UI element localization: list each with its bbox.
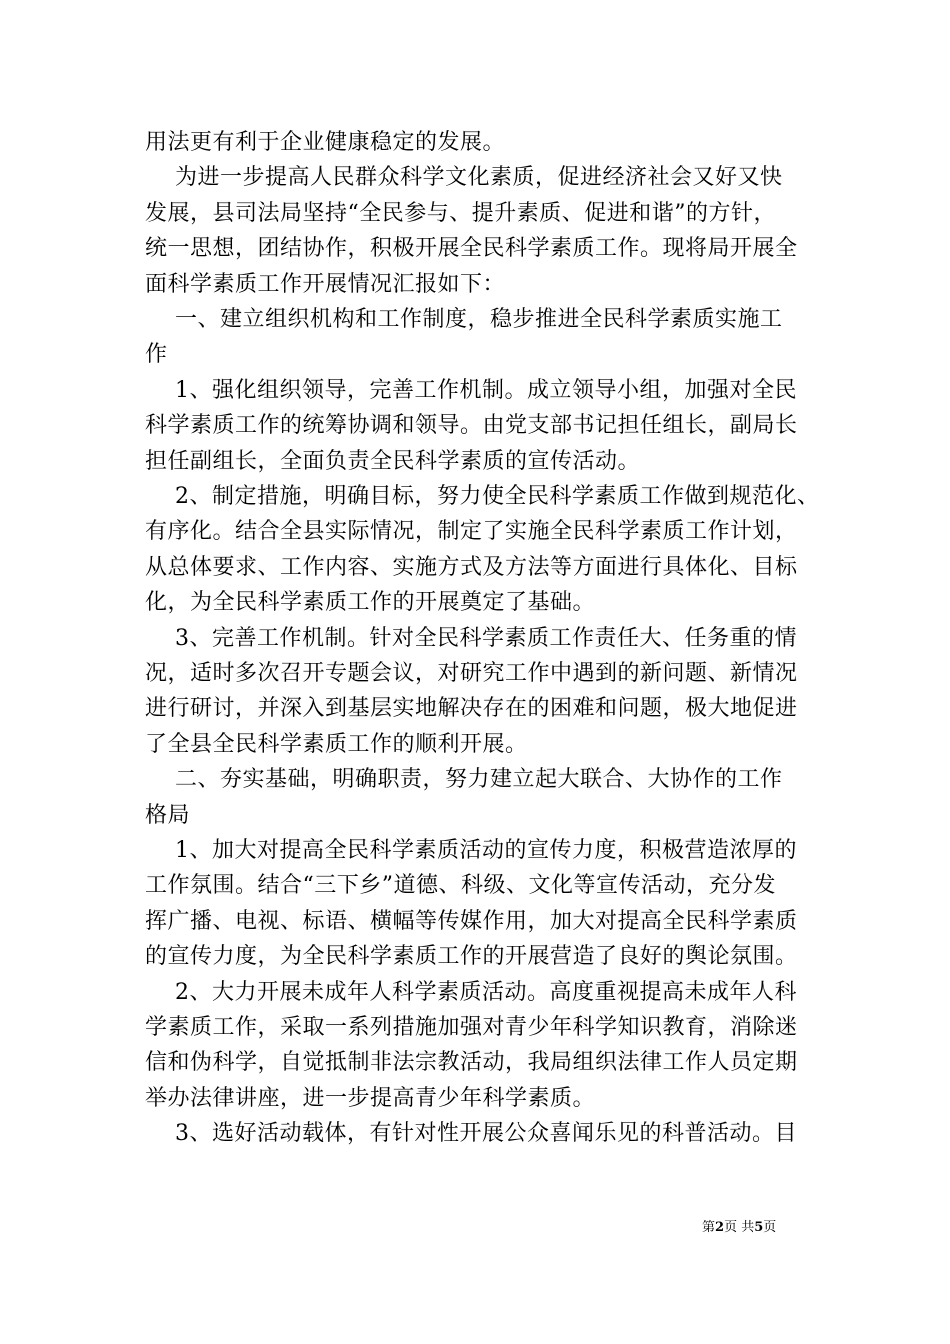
text-line: 3、选好活动载体，有针对性开展公众喜闻乐见的科普活动。目	[145, 1121, 797, 1147]
text-line: 进行研讨，并深入到基层实地解决存在的困难和问题，极大地促进	[145, 696, 798, 722]
text-line: 挥广播、电视、标语、横幅等传媒作用，加大对提高全民科学素质	[145, 908, 798, 934]
text-line: 用法更有利于企业健康稳定的发展。	[145, 130, 506, 155]
text-line: 一、建立组织机构和工作制度，稳步推进全民科学素质实施工	[145, 307, 783, 332]
text-line: 学素质工作，采取一系列措施加强对青少年科学知识教育，消除迷	[145, 1015, 798, 1040]
text-line: 1、加大对提高全民科学素质活动的宣传力度，积极营造浓厚的	[145, 838, 797, 863]
current-page-number: 2	[715, 1220, 725, 1235]
footer-suffix: 页	[763, 1220, 777, 1235]
text-line: 的宣传力度，为全民科学素质工作的开展营造了良好的舆论氛围。	[145, 944, 798, 970]
text-line: 信和伪科学，自觉抵制非法宗教活动，我局组织法律工作人员定期	[145, 1050, 798, 1076]
footer-middle: 页 共	[724, 1220, 755, 1235]
text-line: 有序化。结合全县实际情况，制定了实施全民科学素质工作计划，	[145, 519, 798, 545]
text-line: 为进一步提高人民群众科学文化素质，促进经济社会又好又快	[145, 165, 783, 191]
text-line: 发展，县司法局坚持“全民参与、提升素质、促进和谐”的方针，	[145, 200, 776, 226]
text-line: 从总体要求、工作内容、实施方式及方法等方面进行具体化、目标	[145, 554, 798, 580]
text-line: 作	[145, 342, 168, 368]
text-line: 科学素质工作的统筹协调和领导。由党支部书记担任组长，副局长	[145, 413, 798, 439]
text-line: 2、大力开展未成年人科学素质活动。高度重视提高未成年人科	[145, 979, 797, 1005]
total-page-number: 5	[754, 1220, 764, 1235]
text-line: 举办法律讲座，进一步提高青少年科学素质。	[145, 1085, 596, 1111]
text-line: 担任副组长，全面负责全民科学素质的宣传活动。	[145, 448, 641, 474]
text-line: 了全县全民科学素质工作的顺利开展。	[145, 731, 528, 757]
text-line: 化，为全民科学素质工作的开展奠定了基础。	[145, 590, 596, 616]
text-line: 二、夯实基础，明确职责，努力建立起大联合、大协作的工作	[145, 767, 783, 793]
text-line: 2、制定措施，明确目标，努力使全民科学素质工作做到规范化、	[145, 484, 820, 509]
page-footer	[702, 1219, 776, 1237]
text-line: 面科学素质工作开展情况汇报如下：	[145, 271, 506, 297]
text-line: 工作氛围。结合“三下乡”道德、科级、文化等宣传活动，充分发	[145, 873, 776, 899]
text-line: 况，适时多次召开专题会议，对研究工作中遇到的新问题、新情况	[145, 661, 798, 686]
text-line: 格局	[145, 802, 191, 828]
text-line: 3、完善工作机制。针对全民科学素质工作责任大、任务重的情	[145, 625, 797, 651]
text-line: 统一思想，团结协作，积极开展全民科学素质工作。现将局开展全	[145, 236, 798, 262]
text-line: 1、强化组织领导，完善工作机制。成立领导小组，加强对全民	[145, 377, 797, 403]
footer-prefix: 第	[702, 1220, 716, 1235]
